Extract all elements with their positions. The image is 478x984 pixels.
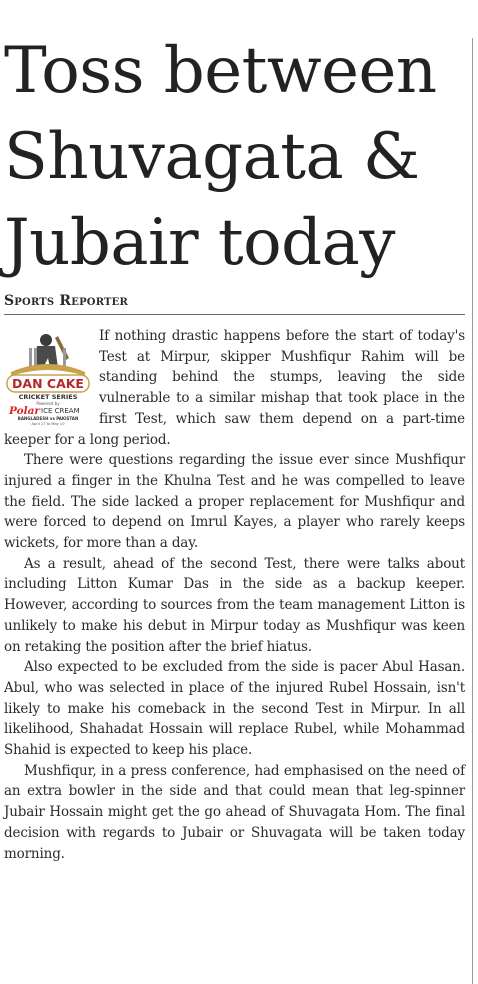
series-text: CRICKET SERIES [18,393,78,401]
dates-text: April 17 to May 10 [31,422,65,426]
byline: Sports Reporter [4,293,465,315]
brand-text: DAN CAKE [12,376,84,391]
headline-line-3: Jubair today [4,206,395,280]
logo-wrap-space [4,326,99,429]
paragraph-2: There were questions regarding the issue ever since Mushfiqur injured a finger in the Khulna Test and he was compelled to leave the field. The side lacked a proper replacement for Mushfiqur and were forced to depend on Imrul Kayes, a player who rarely keeps wickets, for more than a day. [4,452,465,552]
sponsor-text: Polar [9,405,40,417]
headline-line-2: Shuvagata & [4,120,420,194]
article-body [4,326,465,864]
headline-line-1: Toss between [4,34,437,108]
column-divider [472,38,473,984]
sponsor-tag-text: ICE CREAM [41,407,80,415]
teams-text: BANGLADESH vs PAKISTAN [17,416,79,421]
paragraph-1: If nothing drastic happens before the start of today's Test at Mirpur, skipper Mushfiqur Rahim will be standing behind the stumps, leaving the side vulnerable to a similar mishap that took place in the first Test, which saw them depend on a part-time keeper for a long period. [4,328,465,448]
paragraph-4: Also expected to be excluded from the side is pacer Abul Hasan. Abul, who was selected in place of the injured Rubel Hossain, isn't likely to make his comeback in the second Test in Mirpur. In all likelihood, Shahadat Hossain will replace Rubel, while Mohammad Shahid is expected to keep his place. [4,659,465,759]
headline [4,28,470,286]
powered-by-text: Powered by [36,401,60,406]
paragraph-5: Mushfiqur, in a press conference, had emphasised on the need of an extra bowler in the side and that could mean that leg-spinner Jubair Hossain might get the go ahead of Shuvagata Hom. The final decision with regards to Jubair or Shuvagata will be taken today morning. [4,762,465,862]
paragraph-3: As a result, ahead of the second Test, there were talks about including Litton Kumar Das in the side as a backup keeper. However, according to sources from the team management Litton is unlikely to make his debut in Mirpur today as Mushfiqur was keen on retaking the position after the brief hiatus. [4,555,465,655]
